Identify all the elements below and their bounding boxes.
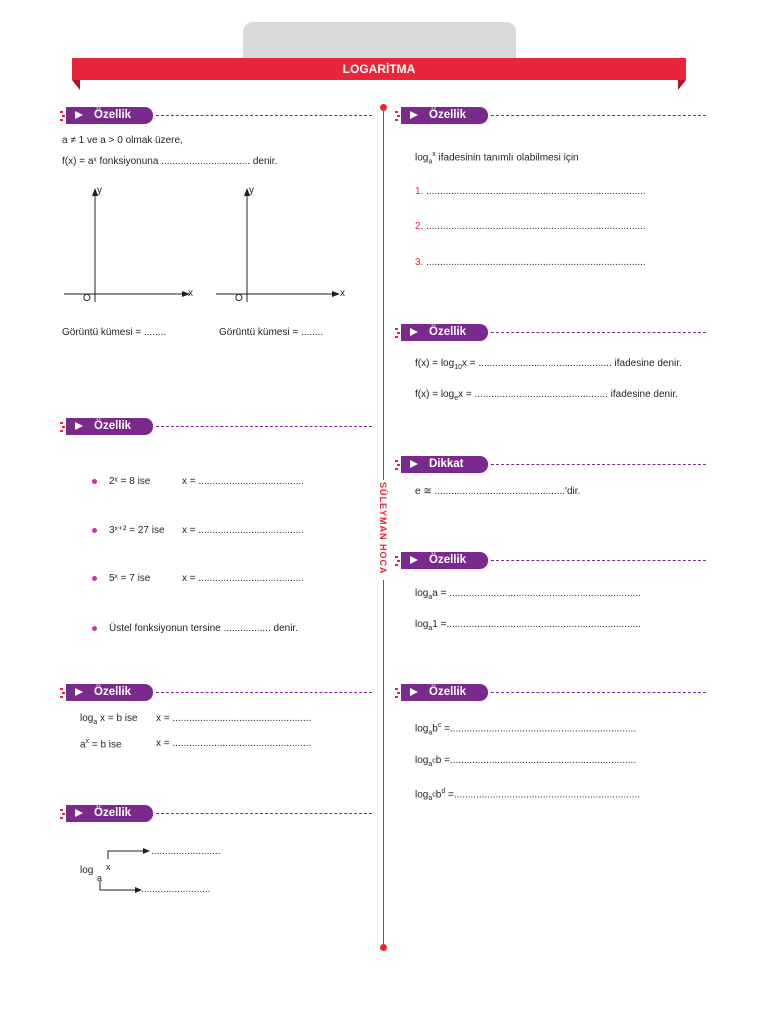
x-axis-label: x (340, 288, 345, 299)
euler-approx: e ≅ ...............................................'dir. (415, 486, 581, 497)
play-icon (75, 809, 83, 817)
speed-lines-icon (395, 458, 403, 471)
bullet-icon (92, 479, 97, 484)
badge-label: Özellik (429, 686, 467, 698)
graph-left (64, 188, 190, 302)
speed-lines-icon (60, 686, 68, 699)
section-divider (156, 115, 372, 116)
origin-label: O (83, 293, 91, 304)
exercise-equation: 2ˣ = 8 ise (109, 476, 151, 487)
badge-label: Özellik (94, 686, 132, 698)
speed-lines-icon (60, 109, 68, 122)
exercise-equation: 5ˣ = 7 ise (109, 573, 151, 584)
play-icon (410, 688, 418, 696)
exercise-equation: 3ˣ⁺² = 27 ise (109, 525, 165, 536)
exercise-answer: x = ...................................... (182, 525, 304, 536)
condition-text: a ≠ 1 ve a > 0 olmak üzere, (62, 135, 183, 146)
y-axis-label: y (249, 185, 254, 196)
section-divider (491, 115, 706, 116)
speed-lines-icon (395, 326, 403, 339)
section-divider (156, 692, 372, 693)
bullet-icon (92, 576, 97, 581)
badge-ozellik (401, 684, 488, 701)
x-axis-label: x (188, 288, 193, 299)
play-icon (75, 422, 83, 430)
play-icon (75, 688, 83, 696)
badge-dikkat (401, 456, 488, 473)
condition-item-3: 3. ............................................................................... (415, 257, 646, 268)
definition-text: f(x) = aˣ fonksiyonuna ................................ denir. (62, 156, 278, 167)
arrow-answer-top: ......................... (151, 846, 221, 857)
range-label: Görüntü kümesi = ........ (219, 327, 324, 338)
y-axis-label: y (97, 185, 102, 196)
exercise-answer: x = ...................................... (182, 573, 304, 584)
log-answer: x = .................................................. (156, 713, 312, 724)
badge-label: Özellik (94, 109, 132, 121)
section-divider (491, 464, 706, 465)
domain-condition: $\log_a^x$ ifadesinin tanımlı olabilmesi için (415, 151, 579, 166)
badge-ozellik (66, 805, 153, 822)
divider-cap-top (380, 104, 387, 111)
bullet-icon (92, 528, 97, 533)
origin-label: O (235, 293, 243, 304)
speed-lines-icon (395, 686, 403, 699)
log-arg: x (106, 862, 111, 872)
side-label: SÜLEYMAN HOCA (378, 482, 388, 575)
play-icon (410, 328, 418, 336)
badge-ozellik (66, 684, 153, 701)
badge-label: Dikkat (429, 458, 464, 470)
badge-ozellik (66, 107, 153, 124)
exercise-equation: Üstel fonksiyonun tersine ................. denir. (109, 623, 298, 634)
section-divider (491, 692, 706, 693)
log-base-sub: a (97, 873, 103, 883)
speed-lines-icon (395, 109, 403, 122)
badge-ozellik (401, 107, 488, 124)
badge-label: Özellik (429, 554, 467, 566)
badge-label: Özellik (429, 326, 467, 338)
divider-cap-bottom (380, 944, 387, 951)
page-title: LOGARİTMA (342, 62, 416, 76)
banner-fold-right (678, 80, 686, 90)
combined-power-rule: $\log_{a^c}b^d$ =................................................................... (415, 788, 640, 803)
log-identity-2: $\log_a1$ =...................................................................... (415, 619, 641, 632)
bullet-icon (92, 626, 97, 631)
badge-label: Özellik (94, 807, 132, 819)
speed-lines-icon (395, 554, 403, 567)
common-log-definition: $f(x) = \log_{10}x$ = ................................................ ifadesine denir. (415, 358, 682, 371)
arrow-answer-bottom: ......................... (141, 884, 211, 895)
condition-item-2: 2. ............................................................................... (415, 221, 646, 232)
section-divider (156, 813, 372, 814)
badge-ozellik (401, 552, 488, 569)
log-definition: $\log_a x = b$ ise (80, 713, 138, 726)
speed-lines-icon (60, 807, 68, 820)
exp-answer: x = .................................................. (156, 738, 312, 749)
section-divider (491, 560, 706, 561)
badge-ozellik (401, 324, 488, 341)
banner-fold-left (72, 80, 80, 90)
speed-lines-icon (60, 420, 68, 433)
range-label: Görüntü kümesi = ........ (62, 327, 167, 338)
base-power-rule: $\log_{a^c}b$ =................................................................... (415, 755, 637, 768)
axes-graphs (60, 184, 360, 309)
play-icon (75, 111, 83, 119)
play-icon (410, 460, 418, 468)
log-identity-1: $\log_aa$ = ..................................................................... (415, 588, 641, 601)
natural-log-definition: $f(x) = \log_ex$ = ................................................ ifadesine denir. (415, 389, 678, 402)
condition-item-1: 1. ............................................................................... (415, 186, 646, 197)
exp-definition: $a^x = b$ ise (80, 738, 122, 751)
power-rule: $\log_ab^c$ =................................................................... (415, 722, 637, 737)
badge-label: Özellik (94, 420, 132, 432)
section-divider (491, 332, 706, 333)
exercise-answer: x = ...................................... (182, 476, 304, 487)
section-divider (156, 426, 372, 427)
badge-label: Özellik (429, 109, 467, 121)
play-icon (410, 556, 418, 564)
header-tab (243, 22, 516, 62)
graph-right (216, 188, 340, 302)
play-icon (410, 111, 418, 119)
log-base: log (80, 865, 94, 876)
badge-ozellik (66, 418, 153, 435)
